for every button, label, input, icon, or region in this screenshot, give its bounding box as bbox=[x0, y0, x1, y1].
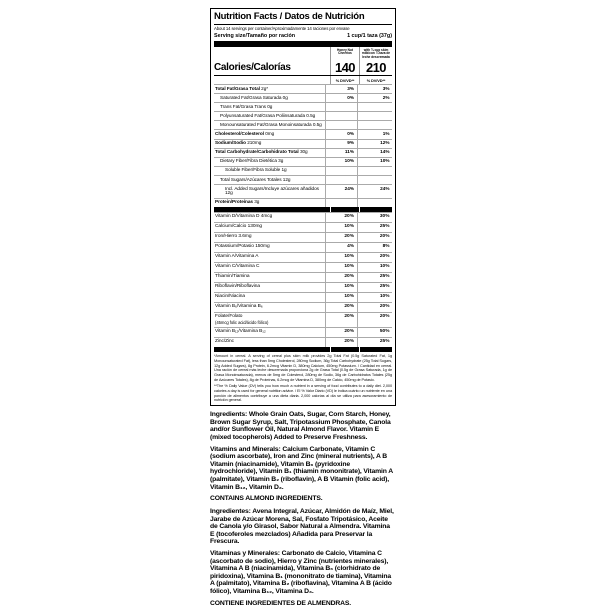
nutrient-dv-cereal: 3% bbox=[325, 85, 357, 93]
nutrient-dv-with-milk bbox=[357, 176, 393, 184]
nutrient-dv-cereal bbox=[325, 167, 357, 175]
vitamin-name: Vitamin B₆/Vitamina B₆ bbox=[215, 303, 263, 309]
vitamin-dv-with-milk: 30% bbox=[357, 213, 393, 222]
section-divider-bar bbox=[214, 207, 392, 212]
vitamin-row bbox=[214, 327, 392, 337]
vitamin-dv-cereal: 10% bbox=[325, 263, 357, 272]
nutrient-name: Total Sugars/Azúcares Totales bbox=[220, 176, 282, 182]
nutrient-dv-with-milk: 10% bbox=[357, 158, 393, 166]
nutrient-name: Monounsaturated Fat/Grasa Monoinsaturada bbox=[220, 122, 312, 128]
vitamin-name: Vitamin B₁₂/Vitamina B₁₂ bbox=[215, 329, 266, 335]
vitamin-row bbox=[214, 302, 392, 312]
nutrient-dv-with-milk: 24% bbox=[357, 185, 393, 198]
vitamin-name: Riboflavin/Riboflavina bbox=[215, 283, 261, 289]
vitamin-name: Vitamin D/Vitamina D bbox=[215, 213, 260, 219]
nutrient-name: Incl. Added Sugars/Incluye azúcares añadidos bbox=[225, 185, 319, 191]
nutrient-dv-cereal: 0% bbox=[325, 94, 357, 102]
nutrient-dv-with-milk: 12% bbox=[357, 140, 393, 148]
nutrient-dv-cereal: 11% bbox=[325, 149, 357, 157]
nutrient-amount: 0mg bbox=[265, 131, 275, 137]
vitamins-minerals-spanish: Vitaminas y Minerales: Carbonato de Calcio, Vitamina C (ascorbato de sodio), Hierro y Zinc (nutrientes minerales), Vitamina A B (niacinamida), Vitamina B₆ (clorhidrato de piridoxina), Vitamina B₁ (mononitrato de tiamina), Vitamina A (palmitato), Vitamina B₂ (riboflavina), Vitamina A B (ácido fólico), Vitamina B₁₂, Vitamina D₃. bbox=[210, 549, 392, 595]
vitamin-row bbox=[214, 252, 392, 262]
column-header-with-milk: with ¾ cup skim milk/con ¾ taza de leche descremada bbox=[361, 47, 391, 60]
nutrient-name: Trans Fat/Grasa Trans bbox=[220, 103, 266, 109]
vitamin-row bbox=[214, 222, 392, 232]
nutrient-dv-with-milk bbox=[357, 167, 393, 175]
vitamin-row bbox=[214, 232, 392, 242]
vitamin-dv-with-milk: 20% bbox=[357, 253, 393, 262]
vitamin-row bbox=[214, 292, 392, 302]
nutrient-row bbox=[214, 93, 392, 102]
vitamin-table bbox=[214, 212, 392, 347]
nutrient-name: Saturated Fat/Grasa Saturada bbox=[220, 94, 282, 100]
vitamin-row bbox=[214, 312, 392, 327]
nutrition-facts-label bbox=[210, 8, 396, 612]
vitamin-dv-cereal: 10% bbox=[325, 223, 357, 232]
nutrient-amount: 0g bbox=[282, 94, 288, 100]
nutrient-amount: 3g bbox=[278, 158, 284, 164]
nutrient-name: Sodium/Sodio bbox=[215, 140, 246, 146]
serving-size-row bbox=[214, 32, 392, 41]
vitamin-dv-cereal: 20% bbox=[325, 213, 357, 222]
nutrition-facts-box bbox=[210, 8, 396, 406]
nutrient-amount: 0.5g bbox=[312, 122, 322, 128]
vitamin-dv-with-milk: 20% bbox=[357, 233, 393, 242]
nutrient-row bbox=[214, 120, 392, 129]
vitamin-name: Calcium/Calcio bbox=[215, 223, 247, 229]
nutrient-table bbox=[214, 84, 392, 207]
nutrient-name: Total Fat/Grasa Total bbox=[215, 85, 260, 91]
section-divider-bar bbox=[214, 347, 392, 352]
contains-allergen-english: CONTAINS ALMOND INGREDIENTS. bbox=[210, 495, 323, 503]
nutrient-name: Cholesterol/Colesterol bbox=[215, 131, 264, 137]
nutrient-amount: 0g bbox=[267, 103, 273, 109]
vitamin-dv-cereal: 20% bbox=[325, 273, 357, 282]
vitamin-dv-with-milk: 8% bbox=[357, 243, 393, 252]
nutrient-row bbox=[214, 184, 392, 198]
vitamin-dv-with-milk: 50% bbox=[357, 328, 393, 337]
serving-size-value: 1 cup/1 taza (37g) bbox=[347, 33, 392, 39]
nutrient-dv-cereal bbox=[325, 112, 357, 120]
vitamin-name: Potassium/Potasio bbox=[215, 243, 254, 249]
vitamin-name: Vitamin C/Vitamina C bbox=[215, 263, 260, 269]
nutrient-amount: 3g bbox=[254, 199, 260, 205]
nutrient-dv-cereal: 10% bbox=[325, 158, 357, 166]
calories-header-row bbox=[214, 47, 392, 75]
nutrient-row bbox=[214, 175, 392, 184]
serving-size-label: Serving size/Tamaño por ración bbox=[214, 33, 296, 39]
nutrient-amount: 30g bbox=[299, 149, 308, 155]
vitamin-name: Zinc/Zinc bbox=[215, 339, 235, 345]
dv-header-with-milk: % DV/VD** bbox=[359, 76, 392, 84]
nutrient-dv-cereal: 9% bbox=[325, 140, 357, 148]
vitamin-dv-cereal: 10% bbox=[325, 293, 357, 302]
vitamin-subtext: (45mcg folic acid/ácido fólico) bbox=[215, 319, 269, 325]
nutrient-dv-cereal bbox=[325, 121, 357, 129]
vitamin-dv-cereal: 20% bbox=[325, 233, 357, 242]
vitamin-dv-cereal: 20% bbox=[325, 328, 357, 337]
nutrient-amount: 12g bbox=[225, 190, 233, 196]
footnote-daily-value: **The % Daily Value (DV) tells you how much a nutrient in a serving of food contributes to a daily diet. 2,000 calories a day is used for general nutrition advice. / El % Valor Diario (VD) le indica cuánto un nutriente en una porción de alimentos contribuye a una dieta diaria. 2,000 calorías al día se utiliza para asesoramiento de nutrición general. bbox=[214, 383, 392, 403]
nutrient-name: Total Carbohydrate/Carbohidrato Total bbox=[215, 149, 299, 155]
vitamin-row bbox=[214, 337, 392, 347]
nutrient-row bbox=[214, 84, 392, 93]
vitamin-name: Vitamin A/Vitamina A bbox=[215, 253, 259, 259]
vitamin-amount: 3.6mg bbox=[238, 233, 252, 239]
nutrient-amount: 12g bbox=[282, 176, 291, 182]
nutrient-row bbox=[214, 129, 392, 138]
nutrient-row bbox=[214, 139, 392, 148]
nutrient-dv-cereal bbox=[325, 176, 357, 184]
nutrient-row bbox=[214, 166, 392, 175]
dv-header-cereal: % DV/VD** bbox=[330, 76, 359, 84]
vitamin-dv-cereal: 4% bbox=[325, 243, 357, 252]
vitamin-dv-cereal: 10% bbox=[325, 283, 357, 292]
footnote-amount-in-cereal: *Amount in cereal. A serving of cereal plus skim milk provides 2g Total Fat (0.5g Saturated Fat, 1g Monounsaturated Fat), less than 5mg Cholesterol, 280mg Sodium, 36g Total Carbohydrate (25g Total Sugars, 12g Added Sugars), 8g Protein, 6.2mcg Vitamin D, 380mg Calcium, 450mg Potassium. / Cantidad en cereal. Una ración de cereal más leche descremada proporciona 2g de Grasa Total (0.5g de Grasa Saturada, 1g de Grasa Monoinsaturada), menos de 5mg de Colesterol, 280mg de Sodio, 36g de Carbohidratos Totales (25g de Azúcares Totales), 8g de Proteínas, 6.2mcg de Vitamina D, 380mg de Calcio, 450mg de Potasio. bbox=[214, 353, 392, 382]
nutrient-dv-with-milk bbox=[357, 112, 393, 120]
nutrient-row bbox=[214, 198, 392, 207]
vitamin-amount: 150mg bbox=[255, 243, 270, 249]
nutrient-amount: 210mg bbox=[247, 140, 262, 146]
vitamin-dv-with-milk: 10% bbox=[357, 263, 393, 272]
vitamin-dv-with-milk: 10% bbox=[357, 293, 393, 302]
vitamin-name: Niacin/Niacina bbox=[215, 293, 245, 299]
vitamin-row bbox=[214, 212, 392, 222]
nutrient-amount: 0.5g bbox=[306, 112, 316, 118]
servings-per-container: About 14 servings per container/Aproximadamente 14 raciones por envase bbox=[214, 26, 350, 31]
nutrient-row bbox=[214, 102, 392, 111]
column-with-milk bbox=[359, 47, 392, 75]
nutrient-dv-with-milk: 14% bbox=[357, 149, 393, 157]
ingredients-spanish: Ingredientes: Avena Integral, Azúcar, Almidón de Maíz, Miel, Jarabe de Azúcar Morena, Sal, Fosfato Tripotásico, Aceite de Canola y/o Girasol, Sabor Natural a Almendra. Vitamina E (tocoferoles mezclados) Añadida para Preservar la Frescura. bbox=[210, 507, 394, 546]
nutrient-amount: 2g* bbox=[261, 85, 269, 91]
daily-value-header-row bbox=[214, 75, 392, 84]
nutrient-dv-with-milk bbox=[357, 121, 393, 129]
nutrient-name: Soluble Fiber/Fibra Soluble bbox=[225, 167, 281, 173]
nutrient-row bbox=[214, 148, 392, 157]
calories-value-cereal: 140 bbox=[335, 60, 355, 76]
nutrient-row bbox=[214, 111, 392, 120]
column-header-cereal: Honey Nut Cheerios bbox=[337, 47, 353, 56]
vitamin-dv-with-milk: 25% bbox=[357, 273, 393, 282]
nutrient-name: Dietary Fiber/Fibra Dietética bbox=[220, 158, 277, 164]
vitamins-minerals-english: Vitamins and Minerals: Calcium Carbonate, Vitamin C (sodium ascorbate), Iron and Zinc (mineral nutrients), A B Vitamin (niacinamide), Vitamin B₆ (pyridoxine hydrochloride), Vitamin B₁ (thiamin mononitrate), Vitamin A (palmitate), Vitamin B₂ (riboflavin), A B Vitamin (folic acid), Vitamin B₁₂, Vitamin D₃. bbox=[210, 445, 393, 491]
vitamin-amount: 4mcg bbox=[260, 213, 273, 219]
vitamin-row bbox=[214, 282, 392, 292]
vitamin-row bbox=[214, 242, 392, 252]
ingredients-section bbox=[210, 411, 396, 607]
nutrient-amount: 1g bbox=[281, 167, 287, 173]
vitamin-row bbox=[214, 262, 392, 272]
vitamin-name: Iron/Hierro bbox=[215, 233, 238, 239]
nutrient-dv-with-milk: 2% bbox=[357, 94, 393, 102]
nutrient-dv-cereal bbox=[325, 199, 357, 207]
label-title: Nutrition Facts / Datos de Nutrición bbox=[214, 11, 392, 25]
nutrient-dv-with-milk bbox=[357, 103, 393, 111]
vitamin-dv-cereal: 20% bbox=[325, 303, 357, 312]
vitamin-dv-with-milk: 25% bbox=[357, 223, 393, 232]
nutrient-dv-with-milk bbox=[357, 199, 393, 207]
vitamin-name: Thiamin/Tiamina bbox=[215, 273, 250, 279]
ingredients-english: Ingredients: Whole Grain Oats, Sugar, Corn Starch, Honey, Brown Sugar Syrup, Salt, Tripotassium Phosphate, Canola and/or Sunflower Oil, Natural Almond Flavor. Vitamin E (mixed tocopherols) Added to Preserve Freshness. bbox=[210, 411, 391, 442]
vitamin-dv-cereal: 10% bbox=[325, 253, 357, 262]
vitamin-amount: 130mg bbox=[247, 223, 263, 229]
vitamin-dv-with-milk: 25% bbox=[357, 338, 393, 347]
contains-allergen-spanish: CONTIENE INGREDIENTES DE ALMENDRAS. bbox=[210, 599, 352, 607]
calories-label: Calories/Calorías bbox=[214, 62, 291, 74]
vitamin-dv-with-milk: 25% bbox=[357, 283, 393, 292]
vitamin-name: Folate/Folato bbox=[215, 313, 243, 319]
nutrient-dv-cereal: 0% bbox=[325, 130, 357, 138]
vitamin-dv-cereal: 20% bbox=[325, 338, 357, 347]
nutrient-dv-with-milk: 3% bbox=[357, 85, 393, 93]
nutrient-dv-with-milk: 1% bbox=[357, 130, 393, 138]
vitamin-dv-with-milk: 20% bbox=[357, 303, 393, 312]
vitamin-row bbox=[214, 272, 392, 282]
nutrient-name: Polyunsaturated Fat/Grasa Poliinsaturada bbox=[220, 112, 306, 118]
nutrient-dv-cereal: 24% bbox=[325, 185, 357, 198]
vitamin-dv-with-milk: 20% bbox=[357, 313, 393, 327]
column-cereal bbox=[330, 47, 359, 75]
calories-value-with-milk: 210 bbox=[366, 60, 386, 76]
nutrient-name: Protein/Proteínas bbox=[215, 199, 253, 205]
nutrient-row bbox=[214, 157, 392, 166]
vitamin-dv-cereal: 20% bbox=[325, 313, 357, 327]
nutrient-dv-cereal bbox=[325, 103, 357, 111]
